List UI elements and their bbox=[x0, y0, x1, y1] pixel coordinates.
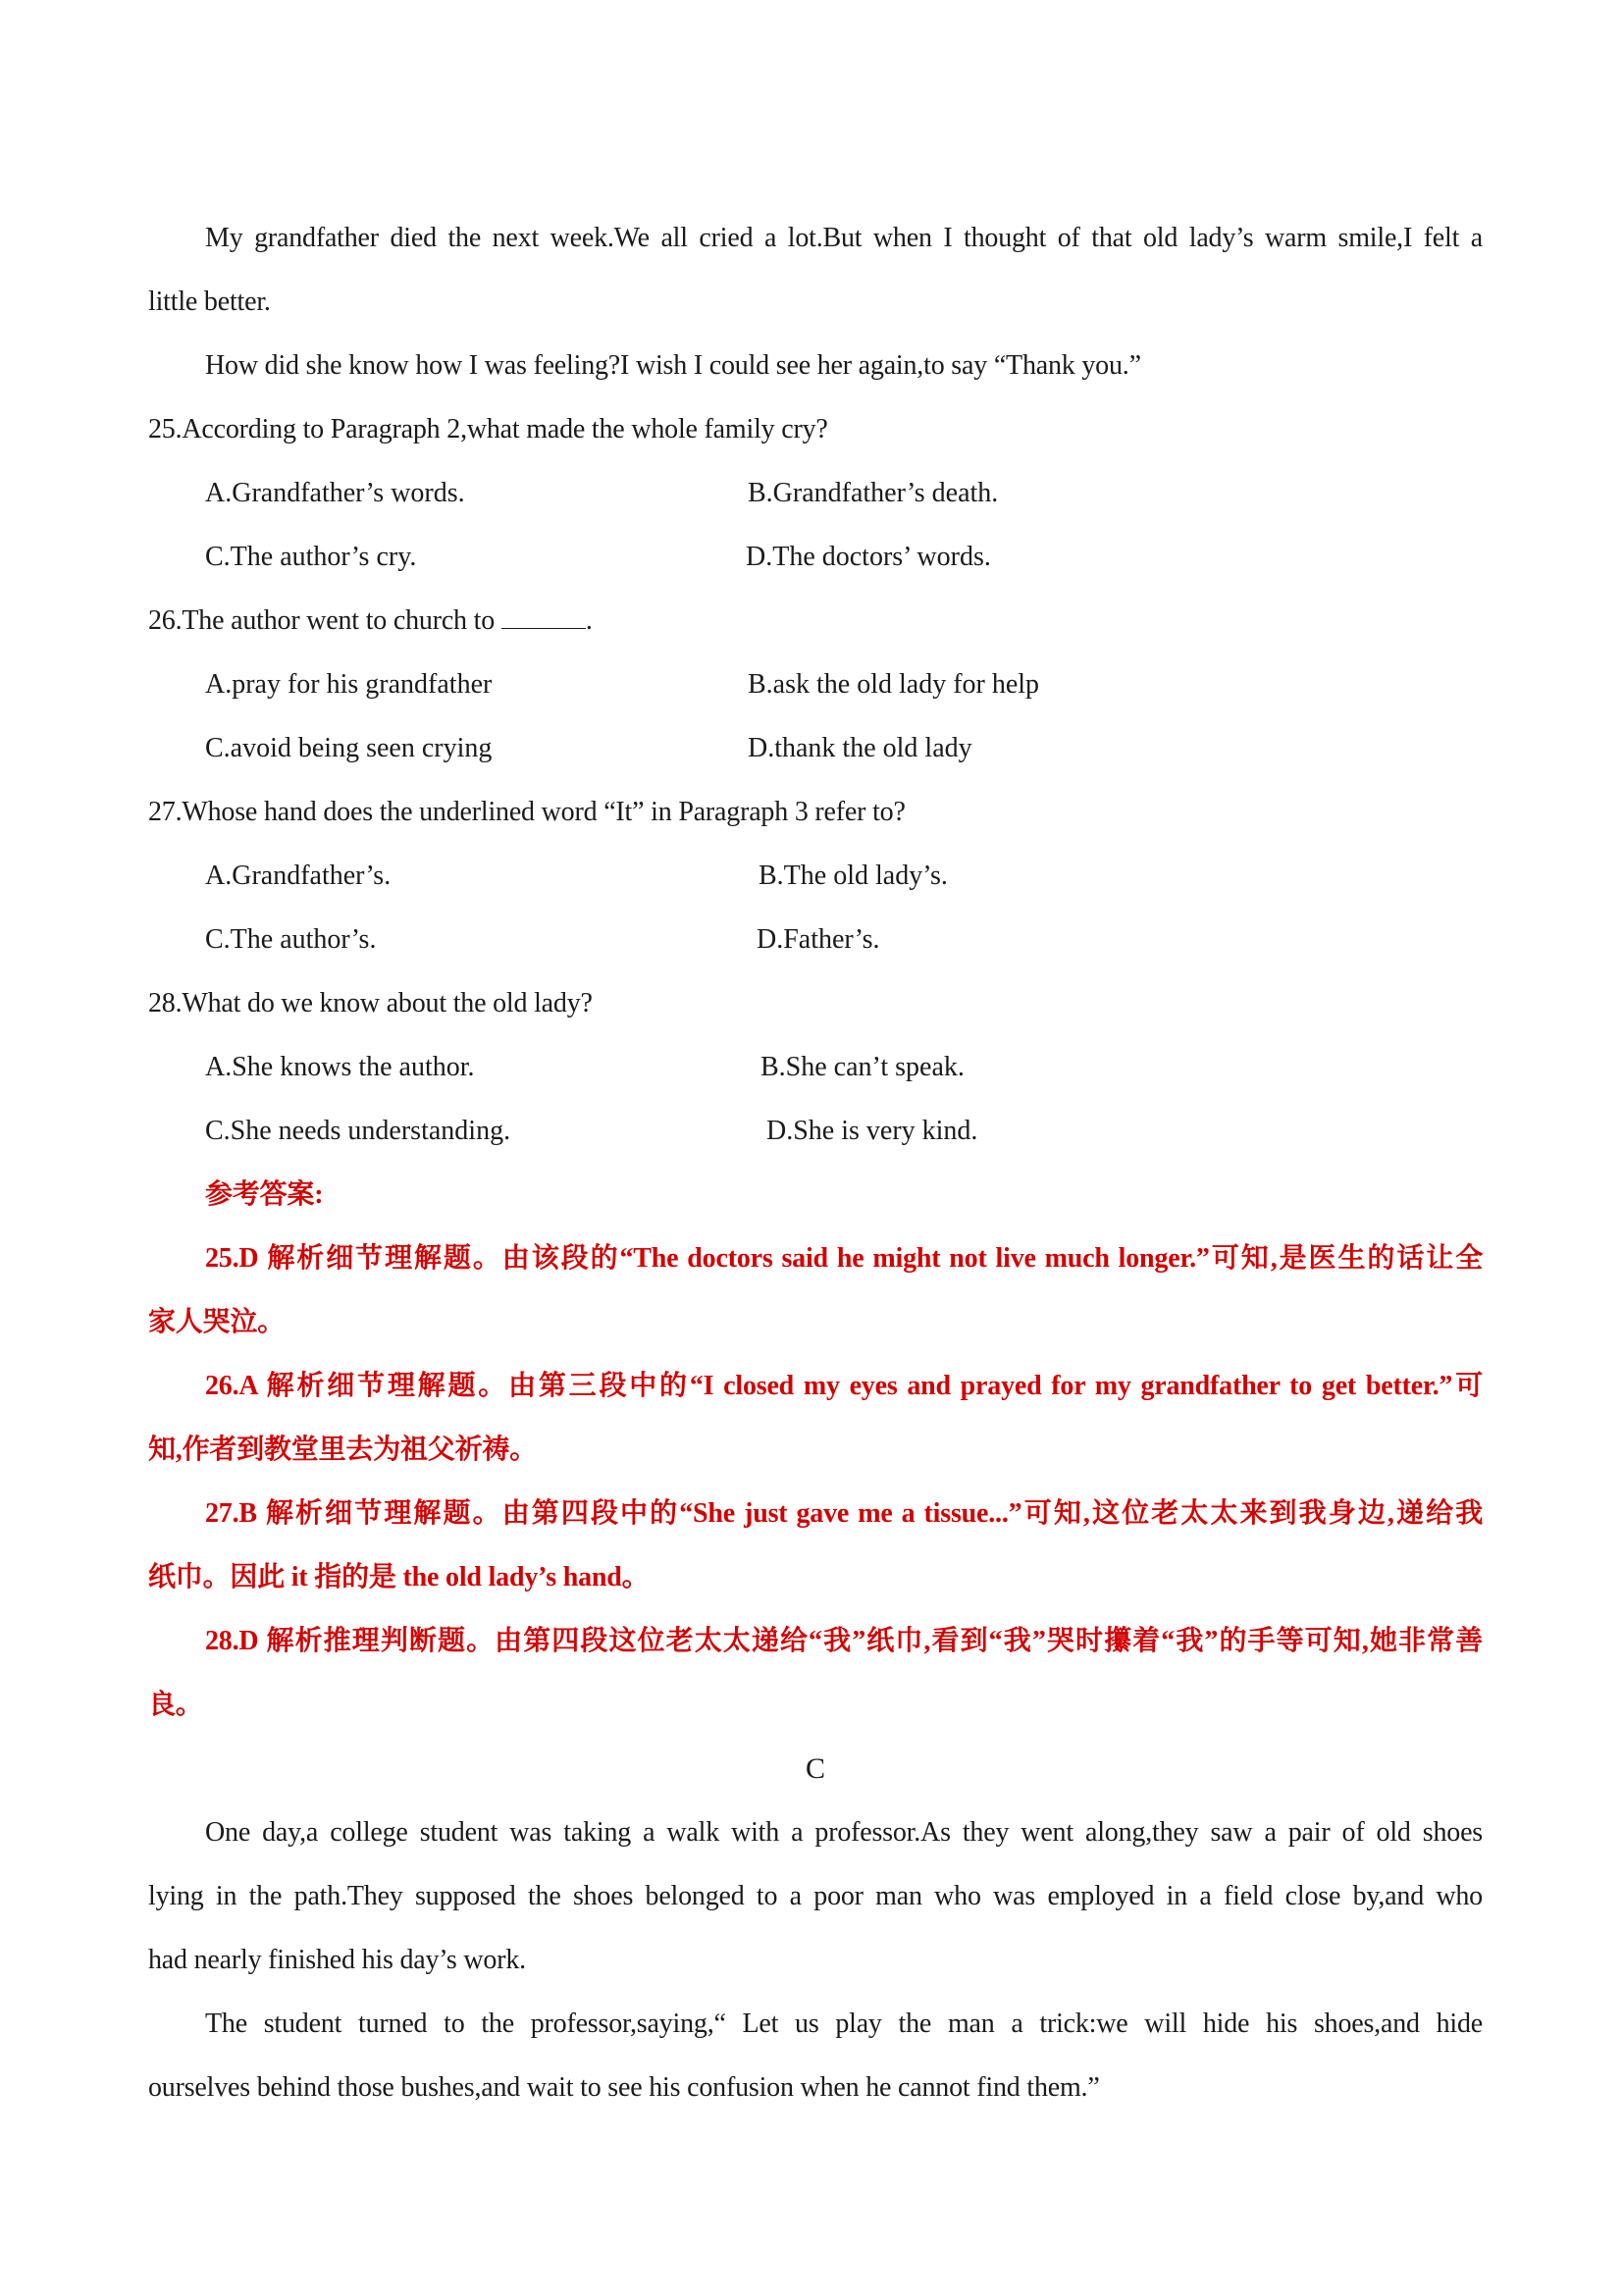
passage-paragraph-line: How did she know how I was feeling?I wish I could see her again,to say “Thank you.” bbox=[205, 350, 1141, 381]
option-row bbox=[148, 525, 1483, 589]
answer-26-line: 知,作者到教堂里去为祖父祈祷。 bbox=[148, 1435, 538, 1465]
question-stem-26-end: . bbox=[585, 605, 593, 636]
answer-26-line: 26.A 解析细节理解题。由第三段中的“I closed my eyes and prayed for my grandfather to get better.”可 bbox=[205, 1371, 1483, 1401]
option-26-b: B.ask the old lady for help bbox=[748, 669, 1040, 700]
passage-paragraph-line: My grandfather died the next week.We all cried a lot.But when I thought of that old lady’s warm smile,I felt a bbox=[205, 223, 1483, 253]
document-page bbox=[148, 206, 1483, 2119]
passage-paragraph-line: lying in the path.They supposed the shoes belonged to a poor man who was employed in a field close by,and who bbox=[148, 1881, 1483, 1911]
passage-paragraph-line: The student turned to the professor,saying,“ Let us play the man a trick:we will hide his shoes,and hide bbox=[205, 2009, 1483, 2039]
passage-paragraph-line: ourselves behind those bushes,and wait to see his confusion when he cannot find them.” bbox=[148, 2072, 1100, 2103]
option-26-d: D.thank the old lady bbox=[748, 733, 972, 763]
question-stem-26 bbox=[148, 589, 1483, 652]
answer-28-line: 良。 bbox=[148, 1690, 203, 1720]
answers-heading: 参考答案: bbox=[205, 1179, 324, 1210]
option-27-d: D.Father’s. bbox=[757, 924, 880, 955]
option-28-b: B.She can’t speak. bbox=[760, 1052, 965, 1082]
option-28-c: C.She needs understanding. bbox=[205, 1116, 511, 1146]
question-stem-26-text: 26.The author went to church to bbox=[148, 605, 496, 636]
question-stem-27: 27.Whose hand does the underlined word “It” in Paragraph 3 refer to? bbox=[148, 797, 906, 827]
option-27-b: B.The old lady’s. bbox=[759, 861, 948, 891]
option-25-d: D.The doctors’ words. bbox=[746, 542, 991, 572]
question-stem-28: 28.What do we know about the old lady? bbox=[148, 988, 593, 1018]
option-27-c: C.The author’s. bbox=[205, 924, 377, 955]
passage-c-heading: C bbox=[805, 1752, 825, 1785]
option-26-a: A.pray for his grandfather bbox=[205, 669, 493, 700]
answer-27-line: 纸巾。因此 it 指的是 the old lady’s hand。 bbox=[148, 1562, 650, 1592]
option-28-d: D.She is very kind. bbox=[766, 1116, 978, 1146]
option-row bbox=[148, 652, 1483, 716]
answer-25-line: 家人哭泣。 bbox=[148, 1307, 286, 1337]
option-25-c: C.The author’s cry. bbox=[205, 542, 417, 572]
option-25-a: A.Grandfather’s words. bbox=[205, 478, 465, 508]
option-row bbox=[148, 844, 1483, 908]
passage-paragraph-line: little better. bbox=[148, 287, 271, 317]
option-row bbox=[148, 461, 1483, 525]
answer-blank bbox=[501, 606, 586, 629]
option-27-a: A.Grandfather’s. bbox=[205, 861, 392, 891]
option-row bbox=[148, 908, 1483, 971]
option-25-b: B.Grandfather’s death. bbox=[748, 478, 999, 508]
answer-25-line: 25.D 解析细节理解题。由该段的“The doctors said he might not live much longer.”可知,是医生的话让全 bbox=[205, 1243, 1483, 1274]
passage-paragraph-line: had nearly finished his day’s work. bbox=[148, 1945, 526, 1975]
option-row bbox=[148, 1035, 1483, 1099]
answer-27-line: 27.B 解析细节理解题。由第四段中的“She just gave me a tissue...”可知,这位老太太来到我身边,递给我 bbox=[205, 1498, 1483, 1529]
question-stem-25: 25.According to Paragraph 2,what made the whole family cry? bbox=[148, 414, 828, 444]
option-26-c: C.avoid being seen crying bbox=[205, 733, 493, 763]
answer-28-line: 28.D 解析推理判断题。由第四段这位老太太递给“我”纸巾,看到“我”哭时攥着“我”的手等可知,她非常善 bbox=[205, 1626, 1483, 1656]
passage-paragraph-line: One day,a college student was taking a walk with a professor.As they went along,they saw a pair of old shoes bbox=[205, 1817, 1483, 1848]
option-row bbox=[148, 1099, 1483, 1163]
option-row bbox=[148, 716, 1483, 780]
option-28-a: A.She knows the author. bbox=[205, 1052, 475, 1082]
